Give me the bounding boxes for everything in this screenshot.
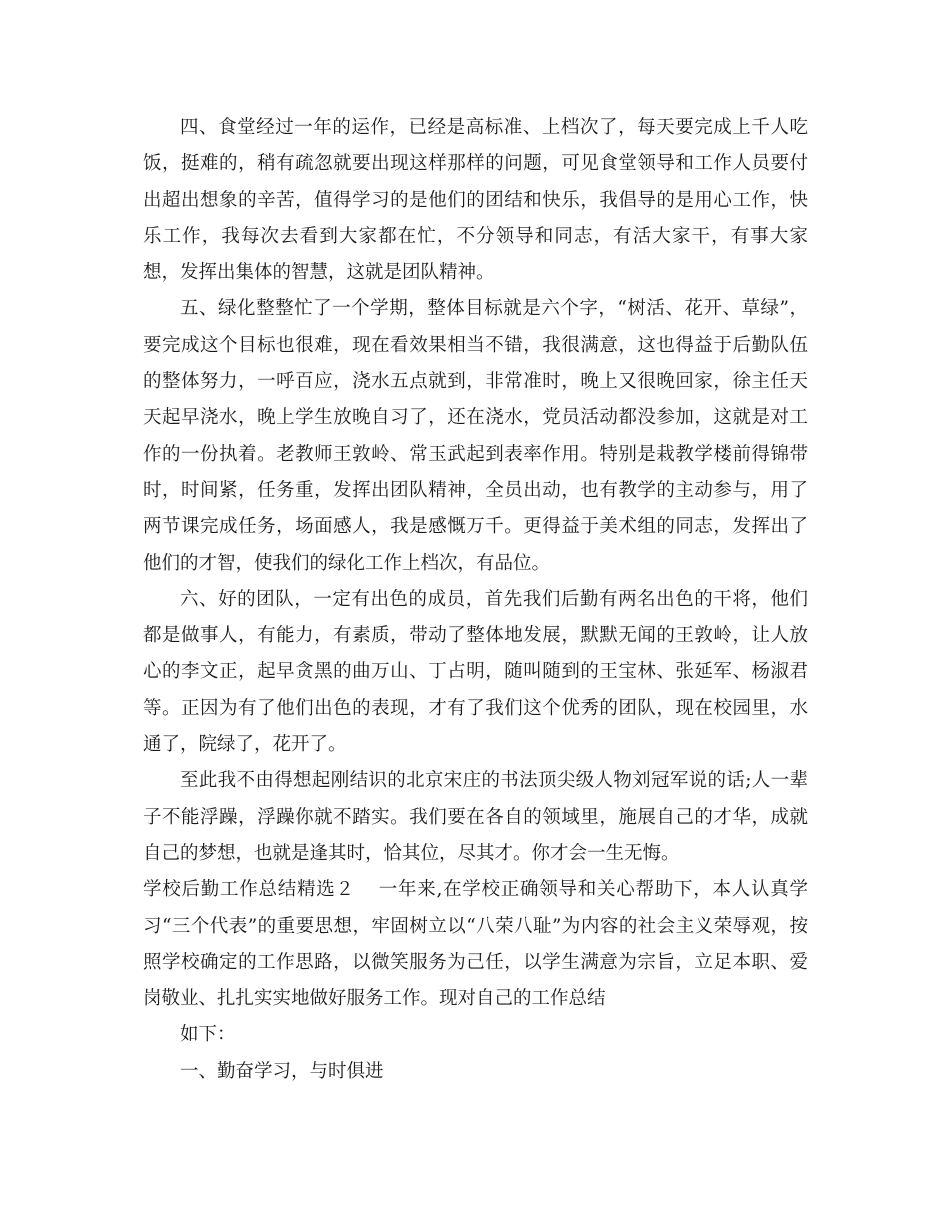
paragraph-greening: 五、绿化整整忙了一个学期，整体目标就是六个字，“树活、花开、草绿”，要完成这个目标也很难，现在看效果相当不错，我很满意，这也得益于后勤队伍的整体努力，一呼百应，浇水五点就到，非常准时，晚上又很晚回家，徐主任天天起早浇水，晚上学生放晚自习了，还在浇水，党员活动都没参加，这就是对工作的一份执着。老教师王敦岭、常玉武起到表率作用。特别是栽教学楼前得锦带时，时间紧，任务重，发挥出团队精神，全员出动，也有教学的主动参与，用了两节课完成任务，场面感人，我是感慨万千。更得益于美术组的同志，发挥出了他们的才智，使我们的绿化工作上档次，有品位。 [143, 298, 808, 574]
heading-study: 一、勤奋学习，与时俱进 [180, 1060, 384, 1082]
document-page [143, 110, 808, 1090]
paragraph-section-two [143, 872, 808, 1017]
section-intro: 一年来,在学校正确领导和关心帮助下，本人认真学习“三个代表”的重要思想，牢固树立以“八荣八耻”为内容的社会主义荣辱观，按照学校确定的工作思路，以微笑服务为己任，以学生满意为宗旨，立足本职、爱岗敬业、扎扎实实地做好服务工作。现对自己的工作总结 [143, 879, 808, 1010]
paragraph-reflection: 至此我不由得想起刚结识的北京宋庄的书法顶尖级人物刘冠军说的话;人一辈子不能浮躁，浮躁你就不踏实。我们要在各自的领域里，施展自己的才华，成就自己的梦想，也就是逢其时，恰其位，尽其才。你才会一生无悔。 [143, 770, 808, 864]
paragraph-as-follows: 如下： [180, 1024, 236, 1046]
paragraph-team-members: 六、好的团队，一定有出色的成员，首先我们后勤有两名出色的干将，他们都是做事人，有能力，有素质，带动了整体地发展，默默无闻的王敦岭，让人放心的李文正，起早贪黑的曲万山、丁占明，随叫随到的王宝林、张延军、杨淑君等。正因为有了他们出色的表现，才有了我们这个优秀的团队，现在校园里，水通了，院绿了，花开了。 [143, 588, 808, 756]
section-title: 学校后勤工作总结精选２ [143, 879, 355, 901]
paragraph-canteen: 四、食堂经过一年的运作，已经是高标准、上档次了，每天要完成上千人吃饭，挺难的，稍有疏忽就要出现这样那样的问题，可见食堂领导和工作人员要付出超出想象的辛苦，值得学习的是他们的团结和快乐，我倡导的是用心工作，快乐工作，我每次去看到大家都在忙，不分领导和同志，有活大家干，有事大家想，发挥出集体的智慧，这就是团队精神。 [143, 117, 808, 284]
